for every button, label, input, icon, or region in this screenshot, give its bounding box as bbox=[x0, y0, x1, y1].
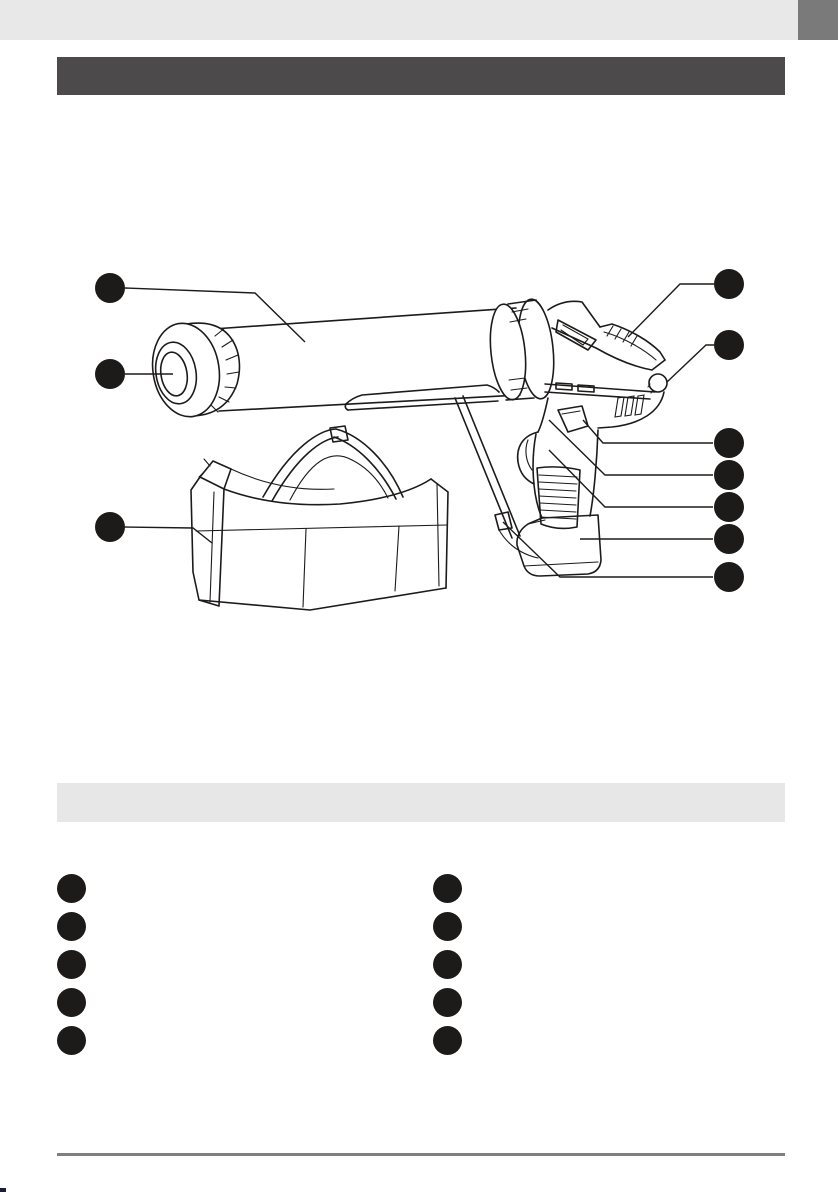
parts-list-item bbox=[57, 1026, 96, 1055]
parts-list-item-marker bbox=[57, 988, 86, 1017]
parts-list-item bbox=[57, 950, 96, 979]
parts-list-item-marker bbox=[433, 874, 462, 903]
trigger-art bbox=[558, 406, 588, 432]
parts-list-item bbox=[57, 912, 96, 941]
parts-list-item-marker bbox=[57, 874, 86, 903]
battery-pack-callout-marker bbox=[714, 524, 744, 554]
top-handle-art bbox=[548, 301, 665, 370]
caulking-gun-illustration bbox=[146, 297, 667, 576]
carry-bag-illustration bbox=[191, 426, 448, 610]
parts-list-item bbox=[433, 950, 472, 979]
parts-list-item-marker bbox=[433, 988, 462, 1017]
collar-art bbox=[486, 297, 558, 401]
parts-list-item-marker bbox=[433, 950, 462, 979]
barrel-tube-art bbox=[213, 308, 520, 411]
battery-release-callout-marker bbox=[714, 562, 744, 592]
page-corner-mark bbox=[0, 1188, 6, 1192]
battery-art bbox=[517, 515, 601, 576]
rear-dial-leader-line bbox=[667, 345, 714, 382]
battery-release-leader-line bbox=[503, 522, 713, 577]
parts-list-item bbox=[433, 1026, 472, 1055]
parts-list-section-bar bbox=[57, 783, 785, 822]
trigger-callout-marker bbox=[714, 428, 744, 458]
parts-list-item bbox=[433, 912, 472, 941]
grip-art bbox=[533, 430, 598, 528]
parts-list-item-marker bbox=[433, 1026, 462, 1055]
front-housing-leader-line bbox=[549, 420, 713, 475]
parts-list-item-marker bbox=[57, 1026, 86, 1055]
bag-zipper-flap-art bbox=[199, 459, 334, 489]
rear-dial-callout-marker bbox=[714, 330, 744, 360]
parts-list-right-column bbox=[433, 874, 472, 1055]
parts-list-item bbox=[57, 874, 96, 903]
parts-list-item-marker bbox=[433, 912, 462, 941]
front-housing-callout-marker bbox=[714, 460, 744, 490]
rear-dial-art bbox=[648, 374, 667, 393]
parts-list-item bbox=[57, 988, 96, 1017]
front-rail-art bbox=[345, 385, 538, 558]
parts-list-item-marker bbox=[57, 912, 86, 941]
parts-list-item-marker bbox=[57, 950, 86, 979]
grip-leader-line bbox=[549, 450, 713, 507]
grip-callout-marker bbox=[714, 492, 744, 522]
carry-bag-leader-line bbox=[125, 527, 212, 543]
footer-rule bbox=[57, 1153, 785, 1156]
front-cap-callout-marker bbox=[95, 359, 125, 389]
cocking-handle-callout-marker bbox=[714, 269, 744, 299]
carry-bag-callout-marker bbox=[95, 512, 125, 542]
trigger-leader-line bbox=[583, 420, 713, 443]
parts-list-item bbox=[433, 988, 472, 1017]
barrel-tube-callout-marker bbox=[95, 273, 125, 303]
front-cap-art bbox=[146, 318, 239, 421]
cocking-handle-leader-line bbox=[628, 284, 714, 337]
bag-handles-art bbox=[263, 426, 403, 501]
parts-list-left-column bbox=[57, 874, 96, 1055]
parts-list-item bbox=[433, 874, 472, 903]
